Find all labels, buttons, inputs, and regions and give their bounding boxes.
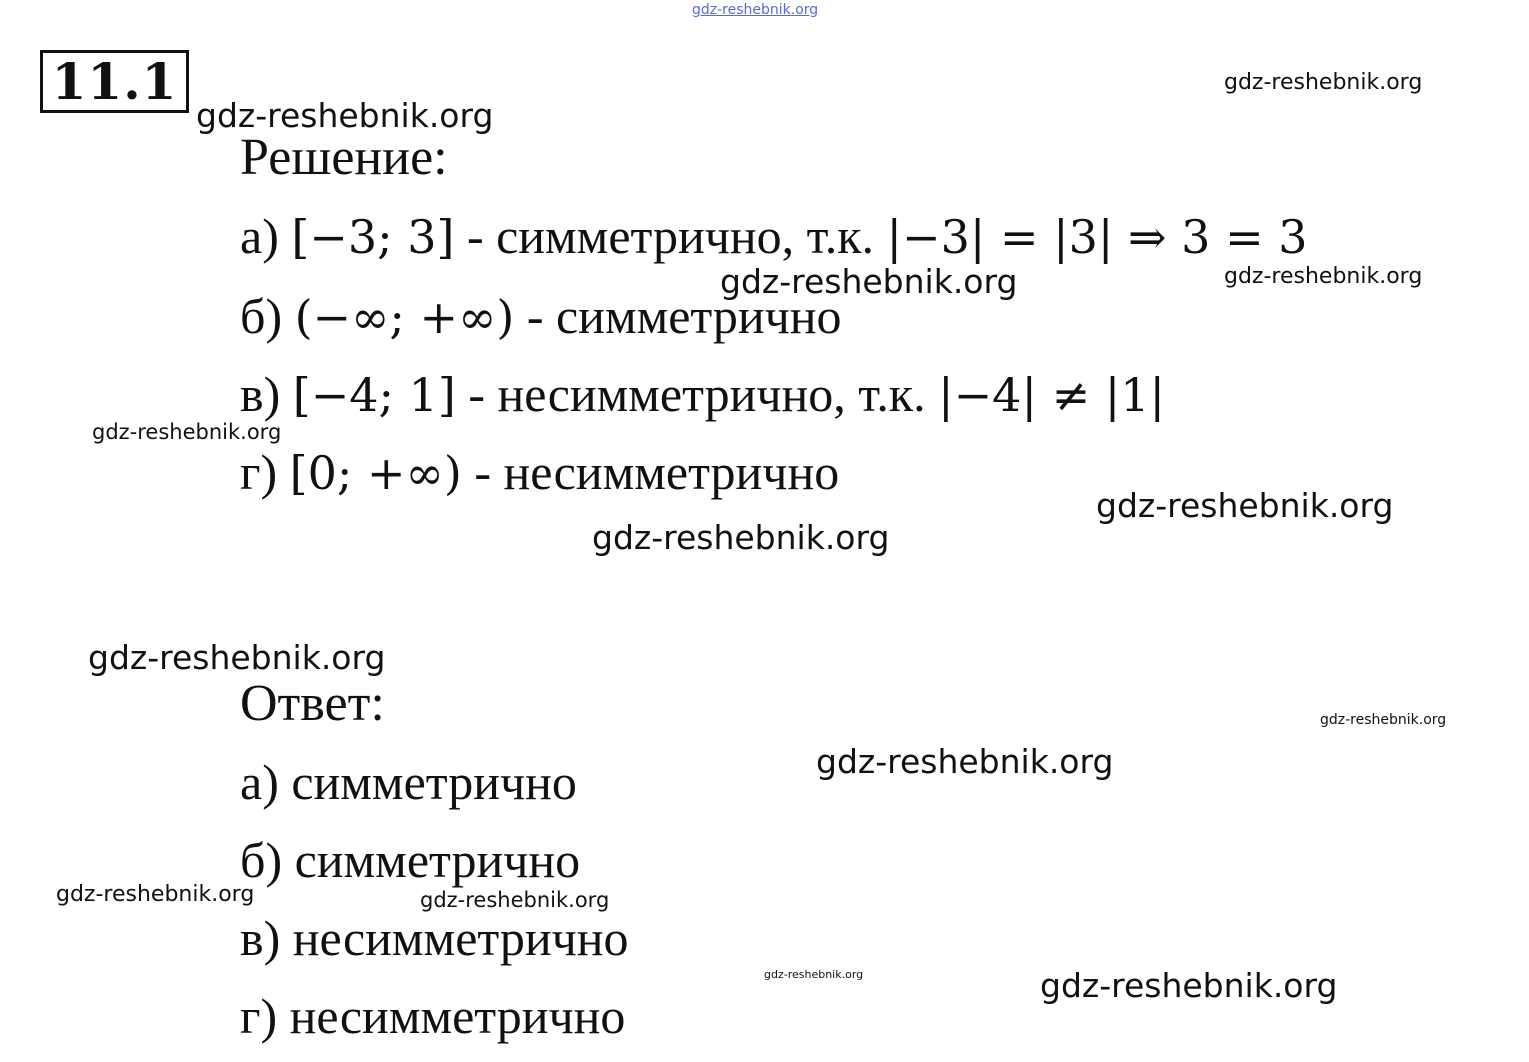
answer-label: г): [240, 988, 278, 1044]
answer-text: симметрично: [291, 754, 577, 810]
watermark: gdz-reshebnik.org: [816, 742, 1114, 781]
answer-text: симметрично: [294, 832, 581, 888]
problem-number: 11.1: [40, 50, 189, 113]
solution-label: г): [240, 444, 278, 500]
answer-label: в): [240, 910, 281, 966]
solution-math: |−3| = |3| ⇒ 3 = 3: [886, 210, 1308, 264]
solution-interval: [−3; 3]: [291, 210, 455, 264]
solution-interval: [0; +∞): [289, 446, 462, 500]
solution-label: б): [240, 288, 283, 344]
watermark: gdz-reshebnik.org: [592, 518, 890, 557]
solution-heading: Решение:: [240, 129, 448, 186]
solution-line-g: [240, 442, 839, 503]
watermark: gdz-reshebnik.org: [720, 262, 1018, 301]
solution-label: в): [240, 366, 281, 422]
watermark: gdz-reshebnik.org: [692, 2, 819, 18]
answer-text: несимметрично: [289, 988, 626, 1044]
answer-heading: Ответ:: [240, 675, 385, 732]
solution-text: - симметрично: [514, 288, 842, 344]
answer-line-b: [240, 830, 580, 890]
watermark: gdz-reshebnik.org: [1040, 966, 1338, 1005]
watermark: gdz-reshebnik.org: [92, 420, 282, 444]
solution-text: - несимметрично, т.к.: [455, 366, 939, 422]
solution-text: - несимметрично: [461, 444, 840, 500]
solution-label: а): [240, 208, 279, 264]
solution-math: |−4| ≠ |1|: [938, 368, 1165, 422]
watermark: gdz-reshebnik.org: [56, 882, 255, 907]
watermark: gdz-reshebnik.org: [420, 888, 610, 912]
answer-line-g: [240, 986, 625, 1046]
solution-text: - симметрично, т.к.: [454, 208, 887, 264]
watermark: gdz-reshebnik.org: [1096, 486, 1394, 525]
answer-line-v: [240, 908, 629, 968]
watermark: gdz-reshebnik.org: [1224, 264, 1423, 289]
watermark: gdz-reshebnik.org: [764, 968, 864, 981]
answer-line-a: [240, 752, 577, 812]
solution-line-v: [240, 364, 1165, 425]
answer-label: б): [240, 832, 283, 888]
watermark: gdz-reshebnik.org: [1320, 712, 1447, 728]
watermark: gdz-reshebnik.org: [196, 96, 494, 135]
watermark: gdz-reshebnik.org: [88, 638, 386, 677]
solution-interval: (−∞; +∞): [294, 290, 515, 344]
solution-interval: [−4; 1]: [292, 368, 456, 422]
solution-line-a: [240, 206, 1308, 267]
answer-text: несимметрично: [292, 910, 629, 966]
answer-label: а): [240, 754, 279, 810]
watermark: gdz-reshebnik.org: [1224, 70, 1423, 95]
